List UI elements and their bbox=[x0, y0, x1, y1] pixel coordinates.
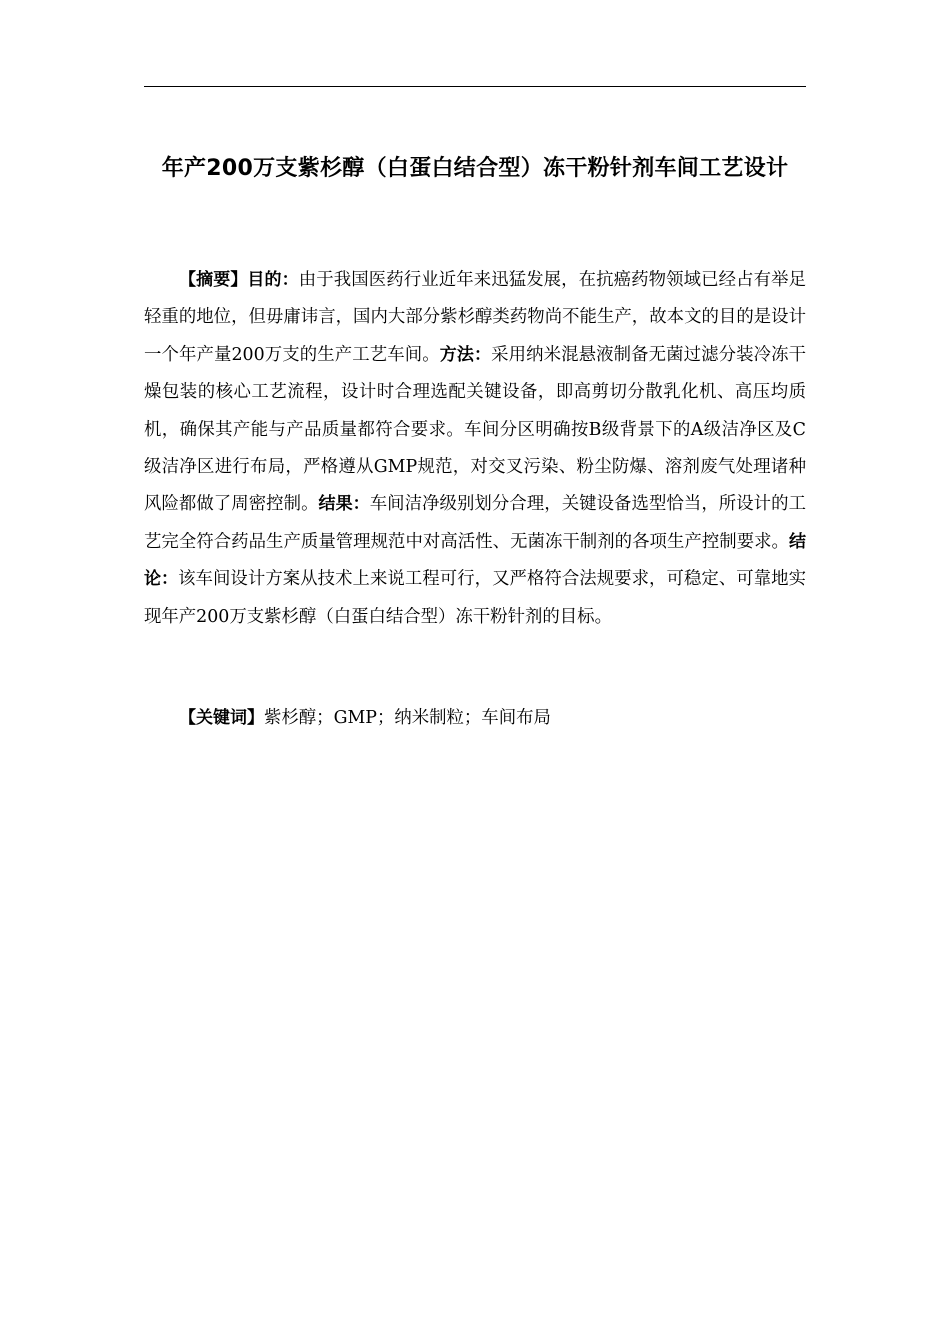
keywords-label: 【关键词】 bbox=[179, 708, 264, 728]
purpose-text: 由于我国医药行业近年来迅猛发展，在抗癌药物领域已经占有举足轻重的地位，但毋庸讳言，国内大部分紫杉醇类药物尚不能生产，故本文的目的是设计一个年产量200万支的生产工艺车间。 bbox=[144, 270, 807, 365]
header-rule bbox=[144, 86, 806, 87]
method-label: 方法： bbox=[439, 344, 492, 365]
keywords-paragraph bbox=[144, 700, 806, 737]
abstract-label: 【摘要】 bbox=[179, 270, 248, 290]
result-text: 车间洁净级别划分合理，关键设备选型恰当，所设计的工艺完全符合药品生产质量管理规范中对高活性、无菌冻干制剂的各项生产控制要求。 bbox=[144, 494, 806, 552]
method-text: 采用纳米混悬液制备无菌过滤分装冷冻干燥包装的核心工艺流程，设计时合理选配关键设备，即高剪切分散乳化机、高压均质机，确保其产能与产品质量都符合要求。车间分区明确按B级背景下的A级洁净区及C级洁净区进行布局，严格遵从GMP规范，对交叉污染、粉尘防爆、溶剂废气处理诸种风险都做了周密控制。 bbox=[144, 344, 806, 515]
keywords-text: 紫杉醇；GMP；纳米制粒；车间布局 bbox=[264, 708, 551, 728]
result-label: 结果： bbox=[318, 494, 370, 515]
abstract-paragraph bbox=[144, 262, 806, 636]
conclusion-text: 该车间设计方案从技术上来说工程可行，又严格符合法规要求，可稳定、可靠地实现年产200万支紫杉醇（白蛋白结合型）冻干粉针剂的目标。 bbox=[144, 569, 806, 627]
document-title: 年产200万支紫杉醇（白蛋白结合型）冻干粉针剂车间工艺设计 bbox=[161, 156, 789, 181]
purpose-label: 目的： bbox=[247, 270, 299, 290]
conclusion-label: 结论： bbox=[144, 531, 806, 590]
